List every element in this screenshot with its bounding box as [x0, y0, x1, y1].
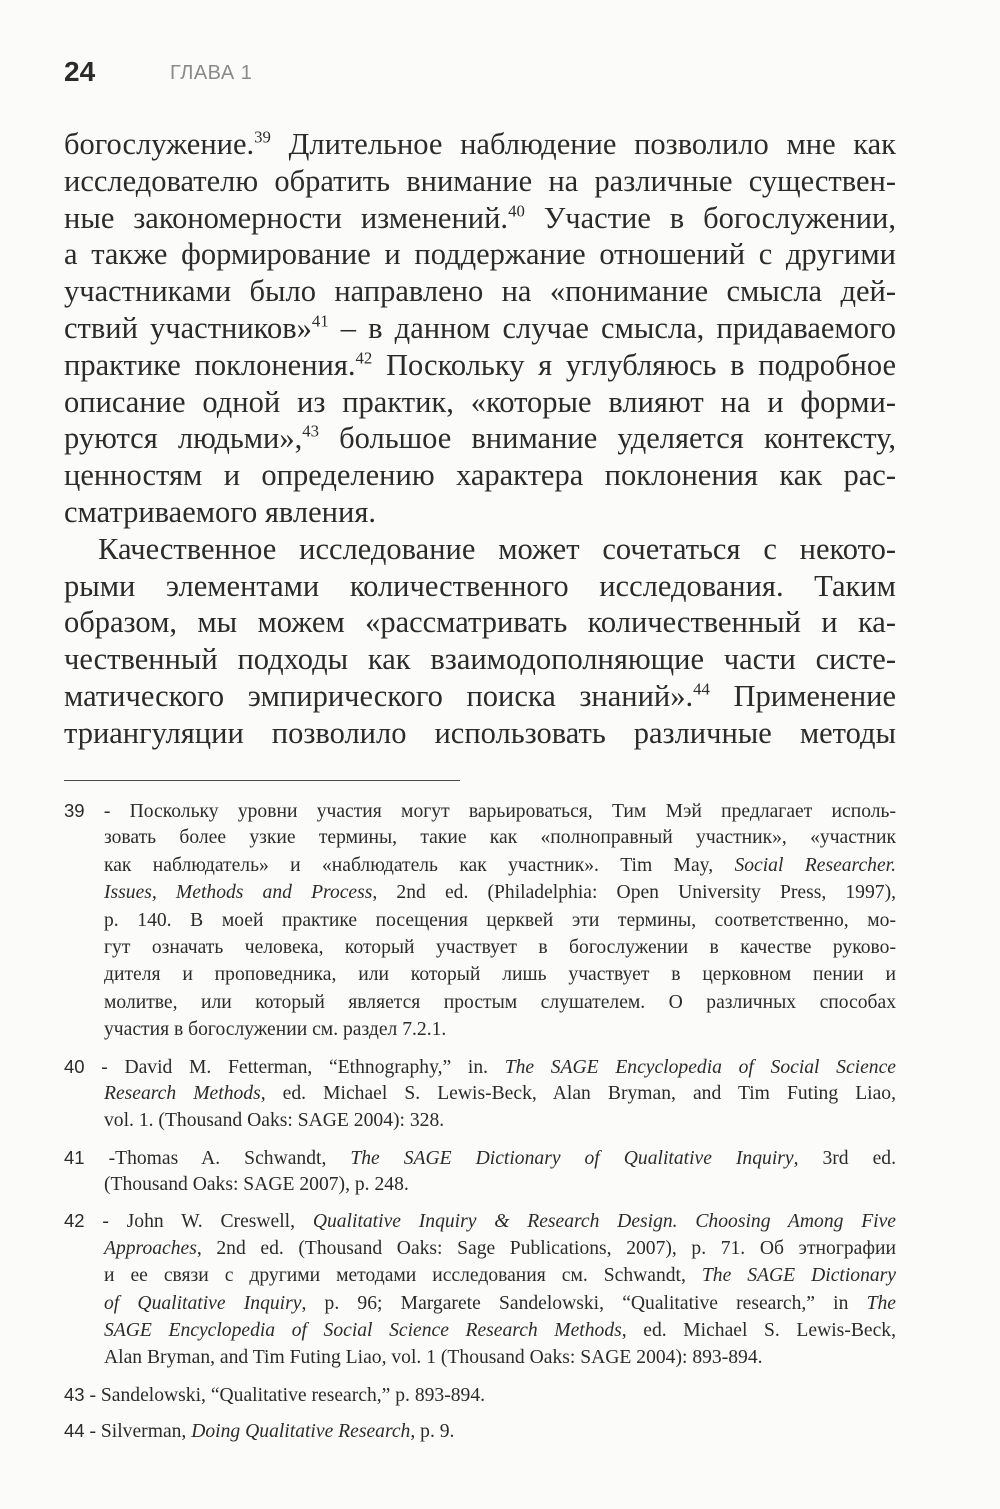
footnote-ref[interactable]: 39 [254, 127, 271, 147]
chapter-title: ГЛАВА 1 [170, 62, 253, 84]
footnote-ref[interactable]: 41 [311, 311, 329, 331]
text-line: чественный подходы как взаимодополняющие части систе- [64, 642, 896, 677]
text-line: а также формирование и поддержание отношений с другими [64, 237, 896, 272]
footnote-40: 40 - David M. Fetterman, “Ethnography,” in. The SAGE Encyclopedia of Social Science Research Methods, ed. Michael S. Lewis-Beck, Alan Bryman, and Tim Futing Liao, vol. 1. (Thousand Oaks: SAGE 2004): 328. [64, 1055, 896, 1132]
text-line: рыми элементами количественного исследования. Таким [64, 568, 896, 603]
text-line: руются людьми»,$^{43}$ большое внимание уделяется контексту, [64, 421, 896, 456]
text-line: участниками было направлено на «понимание смысла дей- [64, 274, 896, 309]
text-line: триангуляции позволило использовать различные методы [64, 715, 896, 750]
footnote-number: 41 [64, 1146, 85, 1168]
footnote-44: 44 - Silverman, Doing Qualitative Research, p. 9. [64, 1420, 455, 1443]
footnote-ref[interactable]: 44 [693, 679, 710, 699]
text-line: практике поклонения.$^{42}$ Поскольку я углубляюсь в подробное [64, 347, 896, 382]
page-number: 24 [64, 56, 96, 87]
footnote-ref[interactable]: 40 [508, 200, 525, 220]
footnote-number: 42 [64, 1210, 85, 1232]
footnote-number: 39 [64, 800, 85, 821]
footnote-43: 43 - Sandelowski, “Qualitative research,” p. 893-894. [64, 1383, 486, 1406]
text-line: сматриваемого явления. [64, 494, 376, 529]
footnote-ref[interactable]: 42 [355, 348, 373, 368]
footnote-ref[interactable]: 43 [302, 421, 320, 441]
footnote-41: 41 -Thomas A. Schwandt, The SAGE Dictionary of Qualitative Inquiry, 3rd ed. (Thousand Oaks: SAGE 2007), p. 248. [64, 1146, 896, 1196]
text-line: матического эмпирического поиска знаний».$^{44}$ Применение [64, 678, 896, 713]
text-line: ные закономерности изменений.$^{40}$ Участие в богослужении, [64, 200, 897, 235]
text-line: ствий участников»$^{41}$ – в данном случае смысла, придаваемого [64, 310, 896, 345]
footnotes [64, 797, 896, 1454]
footnote-number: 40 [64, 1055, 85, 1077]
footnote-42: 42 - John W. Creswell, Qualitative Inquiry & Research Design. Choosing Among Five Approaches, 2nd ed. (Thousand Oaks: Sage Publications, 2007), p. 71. Об этнографии и ее связи с другими методами исследования см. Schwandt, The SAGE Dictionary of Qualitative Inquiry, p. 96; Margarete Sandelowski, “Qualitative research,” in The SAGE Encyclopedia of Social Science Research Methods, ed. Michael S. Lewis-Beck, Alan Bryman, and Tim Futing Liao, vol. 1 (Thousand Oaks: SAGE 2004): 893-894. [64, 1210, 897, 1369]
footnote-39: 39 - Поскольку уровни участия могут варьироваться, Тим Мэй предлагает исполь- зовать более узкие термины, такие как «полноправный участник», «участник как наблюдатель» и «наблюдатель как участник». Tim May, Social Researcher. Issues, Methods and Process, 2nd ed. (Philadelphia: Open University Press, 1997), p. 140. В моей практике посещения церквей эти термины, соответственно, мо- гут означать человека, который участвует в богослужении в качестве руково- дителя и проповедника, или который лишь участвует в церковном пении и молитве, или который является простым слушателем. О различных способах участия в богослужении см. раздел 7.2.1. [64, 800, 896, 1041]
text-line: образом, мы можем «рассматривать количественный и ка- [64, 605, 896, 640]
text-line: Качественное исследование может сочетаться с некото- [98, 531, 896, 566]
main-text [64, 126, 896, 752]
text-line: ценностям и определению характера поклонения как рас- [64, 458, 896, 493]
footnote-number: 44 [64, 1420, 85, 1442]
text-line: богослужение.$^{39}$ Длительное наблюдение позволило мне как [64, 127, 896, 161]
text-line: исследователю обратить внимание на различные существен- [64, 163, 896, 198]
footnote-number: 43 [64, 1383, 85, 1405]
text-line: описание одной из практик, «которые влияют на и форми- [64, 384, 896, 419]
footnote-divider [64, 780, 460, 781]
